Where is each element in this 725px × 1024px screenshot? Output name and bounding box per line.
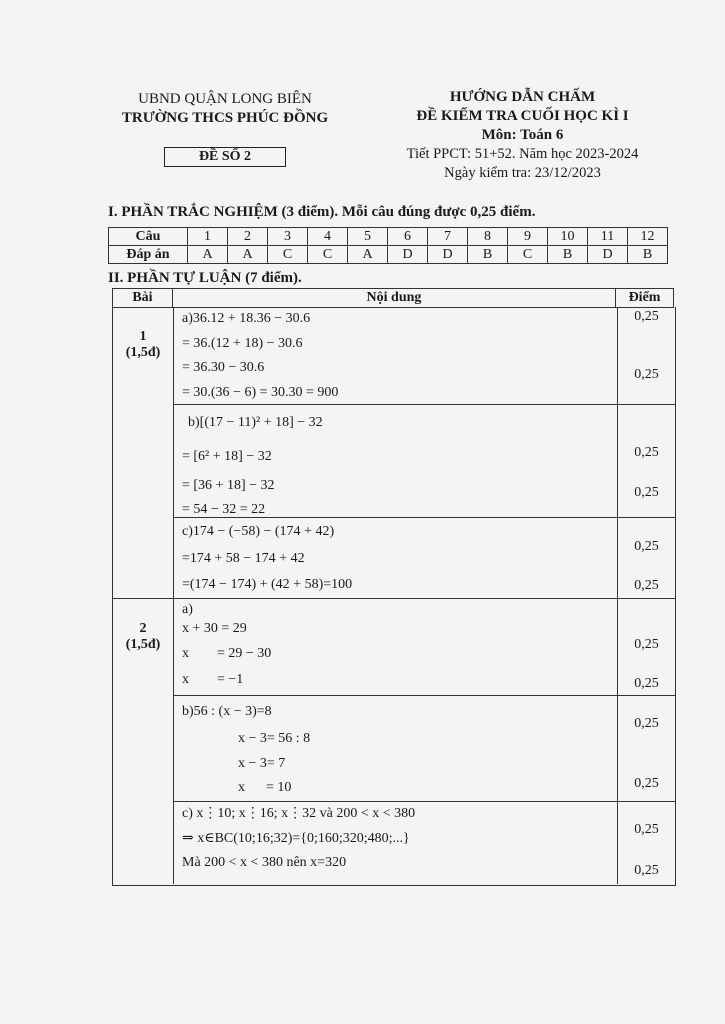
bai2-label [113,621,173,653]
step-line: Mà 200 < x < 380 nên x=320 [182,855,347,870]
question-number: 8 [468,228,508,246]
question-number: 5 [348,228,388,246]
step-line: x − 3= 7 [238,756,286,771]
content-header: Nội dung [172,289,615,308]
exam-date: Ngày kiểm tra: 23/12/2023 [444,165,601,181]
score-2c-1: 0,25 [634,822,659,837]
step-line: c)174 − (−58) − (174 + 42) [182,524,335,539]
step-line: x = −1 [182,672,244,687]
essay-header-row [113,289,674,308]
district-name: UBND QUẬN LONG BIÊN [138,91,312,107]
answer-cell: B [628,246,668,264]
step-line: a) [182,602,193,617]
part2-title: II. PHẦN TỰ LUẬN (7 điểm). [108,270,302,286]
answer-key-table [108,227,668,264]
answer-cell: A [188,246,228,264]
ppct-line: Tiết PPCT: 51+52. Năm học 2023-2024 [406,146,639,162]
step-line: =(174 − 174) + (42 + 58)=100 [182,577,353,592]
school-name: TRƯỜNG THCS PHÚC ĐỒNG [121,110,329,126]
answer-cell: A [348,246,388,264]
bai1-number: 1 [139,329,147,344]
score-2a-2: 0,25 [634,676,659,691]
question-number: 3 [268,228,308,246]
question-number: 1 [188,228,228,246]
score-1c-1: 0,25 [634,539,659,554]
question-number: 6 [388,228,428,246]
subject: Môn: Toán 6 [481,127,564,143]
answer-2c [174,802,617,884]
question-label: Câu [109,228,188,246]
step-line: a)36.12 + 18.36 − 30.6 [182,311,311,326]
column-divider [617,307,618,884]
step-line: = [6² + 18] − 32 [182,449,272,464]
part1-title: I. PHẦN TRẮC NGHIỆM (3 điểm). Mỗi câu đúng được 0,25 điểm. [108,204,536,220]
question-number: 12 [628,228,668,246]
score-1a-1: 0,25 [634,309,659,324]
answer-1a [174,307,617,405]
essay-body [112,307,676,886]
question-number: 9 [508,228,548,246]
score-2b-1: 0,25 [634,716,659,731]
step-line: b)56 : (x − 3)=8 [182,704,272,719]
bai-header: Bài [113,289,173,308]
question-number: 7 [428,228,468,246]
step-line: x = 10 [238,780,292,795]
step-line: = 54 − 32 = 22 [182,502,266,517]
answer-cell: C [308,246,348,264]
step-line: =174 + 58 − 174 + 42 [182,551,305,566]
score-2a-1: 0,25 [634,637,659,652]
step-line: ⇒ x∈BC(10;16;32)={0;160;320;480;...} [182,831,410,846]
score-header: Điểm [616,289,674,308]
exam-code-box: ĐỀ SỐ 2 [164,147,286,167]
answer-cell: C [508,246,548,264]
school-header [100,90,350,128]
question-number: 2 [228,228,268,246]
question-number: 11 [588,228,628,246]
essay-table [112,288,674,308]
answer-row [109,246,668,264]
score-1b-2: 0,25 [634,485,659,500]
step-line: c) x⋮10; x⋮16; x⋮32 và 200 < x < 380 [182,806,416,821]
step-line: b)[(17 − 11)² + 18] − 32 [188,415,323,430]
question-number: 4 [308,228,348,246]
step-line: = [36 + 18] − 32 [182,478,275,493]
score-2c-2: 0,25 [634,863,659,878]
step-line: x + 30 = 29 [182,621,247,636]
step-line: = 36.30 − 30.6 [182,360,265,375]
exam-header [370,88,675,183]
answer-2a [174,599,617,695]
score-1c-2: 0,25 [634,578,659,593]
score-1a-2: 0,25 [634,367,659,382]
exam-title: ĐỀ KIỂM TRA CUỐI HỌC KÌ I [416,108,629,124]
question-number: 10 [548,228,588,246]
answer-2b [174,696,617,801]
bai1-label [113,329,173,361]
answer-1b [174,405,617,517]
bai2-number: 2 [139,621,147,636]
answer-cell: B [548,246,588,264]
answer-cell: D [428,246,468,264]
answer-cell: B [468,246,508,264]
answer-cell: A [228,246,268,264]
answer-cell: D [588,246,628,264]
answer-label: Đáp án [109,246,188,264]
score-2b-2: 0,25 [634,776,659,791]
bai1-points: (1,5đ) [125,345,161,360]
question-row [109,228,668,246]
step-line: x − 3= 56 : 8 [238,731,311,746]
answer-1c [174,518,617,598]
doc-title: HƯỚNG DẪN CHẤM [449,89,596,105]
step-line: = 30.(36 − 6) = 30.30 = 900 [182,385,339,400]
step-line: = 36.(12 + 18) − 30.6 [182,336,303,351]
bai2-points: (1,5đ) [125,637,161,652]
answer-cell: D [388,246,428,264]
answer-cell: C [268,246,308,264]
score-1b-1: 0,25 [634,445,659,460]
step-line: x = 29 − 30 [182,646,272,661]
